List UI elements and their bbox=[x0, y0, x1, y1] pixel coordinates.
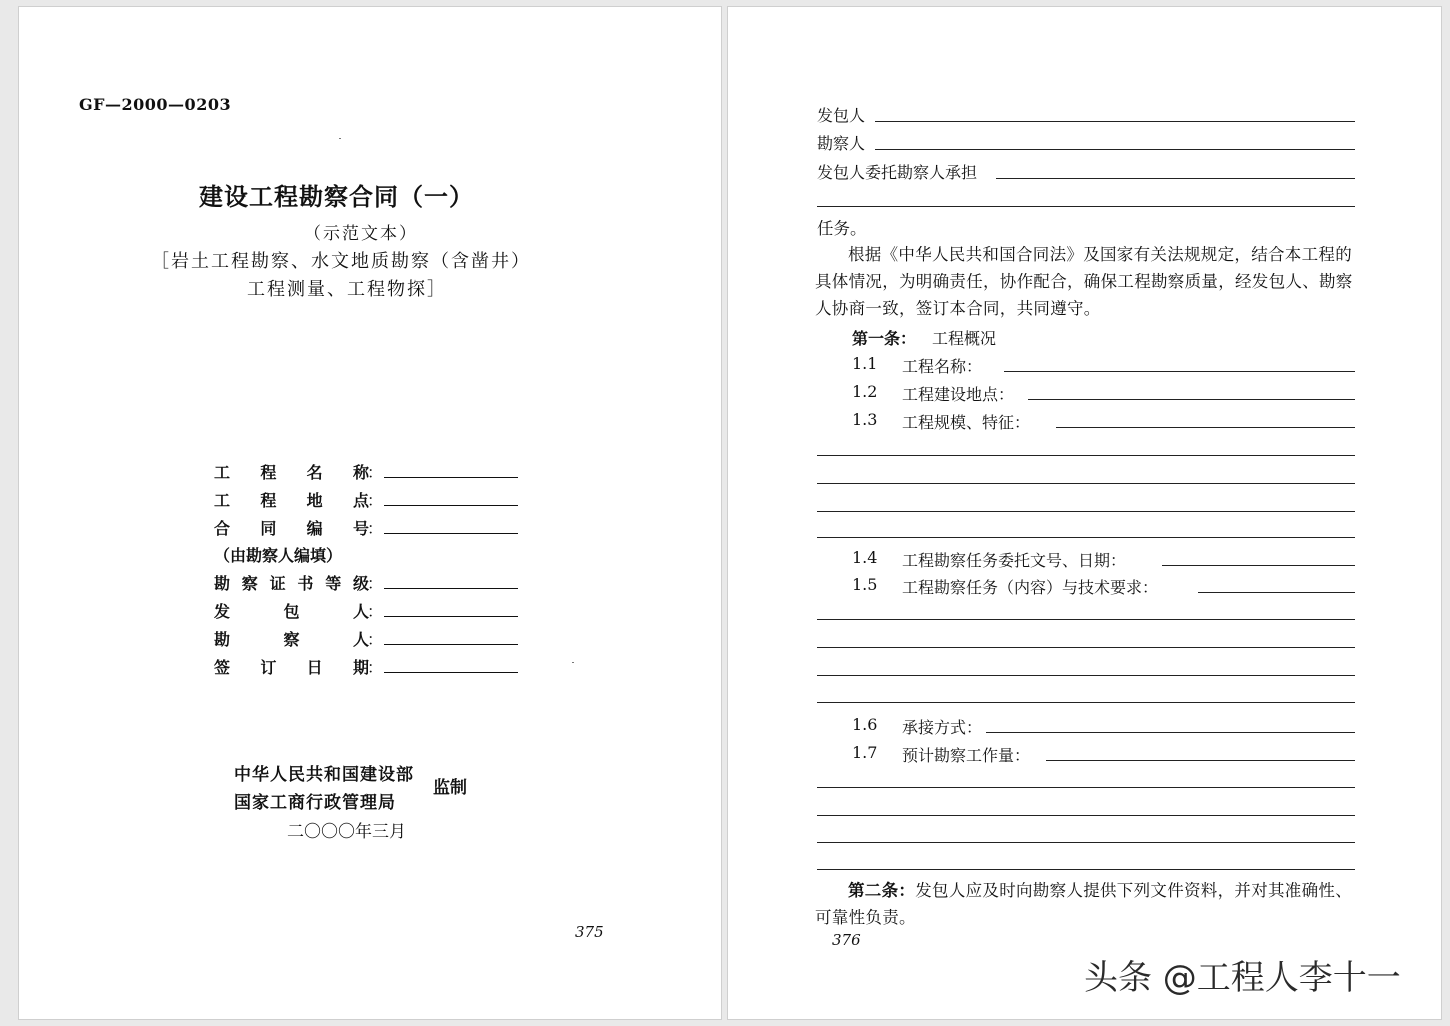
cover-field-sign-date: 签 订 日 期 ： bbox=[214, 655, 534, 679]
article2 bbox=[815, 877, 1365, 931]
item-blank[interactable] bbox=[1056, 427, 1355, 428]
surveyor-blank[interactable] bbox=[875, 149, 1355, 150]
cover-field-label: 发 包 人 bbox=[214, 602, 369, 621]
item-number: 1.7 bbox=[852, 743, 878, 762]
item-number: 1.5 bbox=[852, 575, 878, 594]
blank-line[interactable] bbox=[817, 815, 1355, 816]
cover-field-label: 勘 察 证 书 等 级 bbox=[214, 574, 369, 593]
blank-line[interactable] bbox=[817, 537, 1355, 538]
item-blank[interactable] bbox=[986, 732, 1355, 733]
party-a-blank[interactable] bbox=[875, 121, 1355, 122]
scan-speck bbox=[572, 662, 574, 663]
item-label: 预计勘察工作量： bbox=[902, 746, 1031, 765]
article2-text: 发包人应及时向勘察人提供下列文件资料，并对其准确性、可靠性负责。 bbox=[815, 881, 1353, 927]
blank-line[interactable] bbox=[817, 787, 1355, 788]
blank-line[interactable] bbox=[817, 511, 1355, 512]
cover-field-blank[interactable] bbox=[384, 588, 518, 589]
cover-field-blank[interactable] bbox=[384, 505, 518, 506]
cover-field-blank[interactable] bbox=[384, 616, 518, 617]
article1-title: 工程概况 bbox=[932, 329, 997, 348]
item-blank[interactable] bbox=[1162, 565, 1355, 566]
page-number-left: 375 bbox=[575, 923, 604, 941]
scan-speck bbox=[339, 138, 341, 139]
blank-line[interactable] bbox=[817, 702, 1355, 703]
surveyor-label: 勘察人 bbox=[817, 134, 866, 153]
issuer-line-2: 国家工商行政管理局 bbox=[234, 793, 396, 813]
blank-line[interactable] bbox=[817, 619, 1355, 620]
cover-field-label: 签 订 日 期 bbox=[214, 658, 369, 677]
cover-field-label: 工 程 地 点 bbox=[214, 491, 369, 510]
right-page bbox=[727, 6, 1442, 1020]
cover-field-party-a: 发 包 人 ： bbox=[214, 599, 534, 623]
scope-line-1: ［岩土工程勘察、水文地质勘察（含凿井） bbox=[151, 251, 531, 272]
scope-line-2: 工程测量、工程物探］ bbox=[247, 279, 447, 300]
item-number: 1.4 bbox=[852, 548, 878, 567]
item-number: 1.6 bbox=[852, 715, 878, 734]
item-label: 工程建设地点： bbox=[902, 385, 1015, 404]
item-label: 工程勘察任务委托文号、日期： bbox=[902, 551, 1127, 570]
blank-line[interactable] bbox=[817, 483, 1355, 484]
blank-line[interactable] bbox=[817, 675, 1355, 676]
contract-subtitle: （示范文本） bbox=[304, 224, 418, 244]
blank-line[interactable] bbox=[817, 842, 1355, 843]
item-label: 工程名称： bbox=[902, 357, 983, 376]
page-number-right: 376 bbox=[832, 931, 861, 949]
cover-field-project-location: 工 程 地 点 ： bbox=[214, 488, 534, 512]
article1-heading: 第一条： bbox=[852, 329, 917, 348]
item-blank[interactable] bbox=[1028, 399, 1355, 400]
item-number: 1.1 bbox=[852, 354, 878, 373]
item-blank[interactable] bbox=[1198, 592, 1355, 593]
cover-field-blank[interactable] bbox=[384, 644, 518, 645]
cover-field-contract-no: 合 同 编 号 ： bbox=[214, 516, 534, 540]
cover-field-note bbox=[214, 543, 534, 567]
cover-field-note-text: （由勘察人编填） bbox=[214, 546, 343, 565]
item-blank[interactable] bbox=[1004, 371, 1355, 372]
cover-field-label: 工 程 名 称 bbox=[214, 463, 369, 482]
blank-line[interactable] bbox=[817, 869, 1355, 870]
cover-field-blank[interactable] bbox=[384, 477, 518, 478]
cover-field-blank[interactable] bbox=[384, 672, 518, 673]
item-label: 工程勘察任务（内容）与技术要求： bbox=[902, 578, 1159, 597]
item-number: 1.2 bbox=[852, 382, 878, 401]
issuer-line-1: 中华人民共和国建设部 bbox=[234, 765, 414, 785]
left-page bbox=[18, 6, 722, 1020]
issue-date: 二〇〇〇年三月 bbox=[287, 822, 406, 842]
cover-field-label: 勘 察 人 bbox=[214, 630, 369, 649]
blank-line[interactable] bbox=[817, 455, 1355, 456]
doc-code: GF—2000—0203 bbox=[79, 95, 232, 114]
issuer-suffix: 监制 bbox=[433, 778, 467, 798]
item-label: 工程规模、特征： bbox=[902, 413, 1031, 432]
article2-heading: 第二条： bbox=[848, 881, 916, 900]
item-number: 1.3 bbox=[852, 410, 878, 429]
blank-line[interactable] bbox=[817, 647, 1355, 648]
contract-title: 建设工程勘察合同（一） bbox=[199, 182, 474, 211]
preamble: 根据《中华人民共和国合同法》及国家有关法规规定，结合本工程的具体情况，为明确责任，协作配合，确保工程勘察质量，经发包人、勘察人协商一致，签订本合同，共同遵守。 bbox=[815, 245, 1353, 318]
commission-blank[interactable] bbox=[996, 178, 1355, 179]
commission-label: 发包人委托勘察人承担 bbox=[817, 163, 978, 182]
cover-field-surveyor: 勘 察 人 ： bbox=[214, 627, 534, 651]
watermark: 头条 @工程人李十一 bbox=[1084, 958, 1401, 998]
commission-blank-2[interactable] bbox=[817, 206, 1355, 207]
cover-field-label: 合 同 编 号 bbox=[214, 519, 369, 538]
party-a-label: 发包人 bbox=[817, 106, 866, 125]
task-end: 任务。 bbox=[817, 219, 867, 238]
cover-field-project-name: 工 程 名 称 ： bbox=[214, 460, 534, 484]
item-blank[interactable] bbox=[1046, 760, 1355, 761]
cover-field-blank[interactable] bbox=[384, 533, 518, 534]
cover-field-cert-grade: 勘 察 证 书 等 级 ： bbox=[214, 571, 534, 595]
item-label: 承接方式： bbox=[902, 718, 983, 737]
